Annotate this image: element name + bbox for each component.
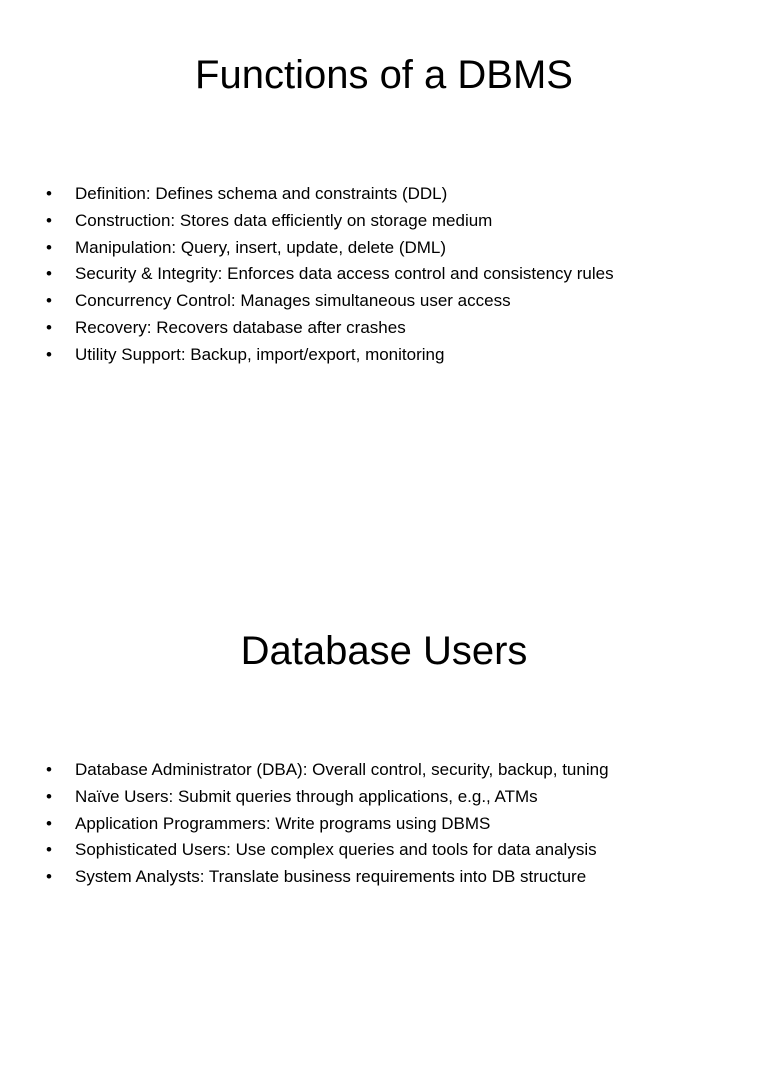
list-item-text: Database Administrator (DBA): Overall control, security, backup, tuning — [75, 760, 609, 779]
list-item — [46, 342, 614, 369]
list-item — [46, 208, 614, 235]
bullet-icon: • — [46, 184, 52, 203]
list-item-text: Manipulation: Query, insert, update, delete (DML) — [75, 237, 447, 257]
list-item-text: Recovery: Recovers database after crashes — [75, 317, 406, 337]
bullet-icon: • — [46, 237, 52, 257]
list-item-text: Concurrency Control: Manages simultaneous user access — [75, 291, 511, 311]
bullet-icon: • — [46, 840, 52, 860]
list-item-text: Security & Integrity: Enforces data access control and consistency rules — [75, 264, 614, 284]
list-item — [46, 837, 609, 864]
list-item-text: Sophisticated Users: Use complex queries and tools for data analysis — [75, 840, 597, 860]
list-item — [46, 811, 609, 838]
list-item — [46, 235, 614, 262]
bullet-icon: • — [46, 760, 52, 779]
bullet-icon: • — [46, 867, 52, 887]
slide-database-users — [0, 576, 768, 1088]
list-item — [46, 757, 609, 784]
bullet-icon: • — [46, 344, 52, 364]
list-item-text: Application Programmers: Write programs using DBMS — [75, 813, 491, 833]
list-item — [46, 181, 614, 208]
list-item — [46, 288, 614, 315]
list-item-text: Utility Support: Backup, import/export, monitoring — [75, 344, 445, 364]
list-item — [46, 784, 609, 811]
list-item — [46, 315, 614, 342]
bullet-icon: • — [46, 317, 52, 337]
list-item — [46, 261, 614, 288]
bullet-icon: • — [46, 291, 52, 311]
slide-functions-of-dbms — [0, 0, 768, 512]
list-item-text: System Analysts: Translate business requirements into DB structure — [75, 867, 587, 887]
bullet-icon: • — [46, 264, 52, 284]
list-item-text: Construction: Stores data efficiently on storage medium — [75, 210, 493, 230]
slide-title: Functions of a DBMS — [195, 53, 573, 97]
bullet-icon: • — [46, 210, 52, 230]
list-item — [46, 864, 609, 891]
list-item-text: Definition: Defines schema and constraints (DDL) — [75, 184, 448, 203]
list-item-text: Naïve Users: Submit queries through applications, e.g., ATMs — [75, 786, 538, 806]
bullet-icon: • — [46, 786, 52, 806]
bullet-list — [46, 757, 609, 891]
bullet-icon: • — [46, 813, 52, 833]
bullet-list — [46, 181, 614, 369]
slide-title: Database Users — [240, 629, 528, 673]
